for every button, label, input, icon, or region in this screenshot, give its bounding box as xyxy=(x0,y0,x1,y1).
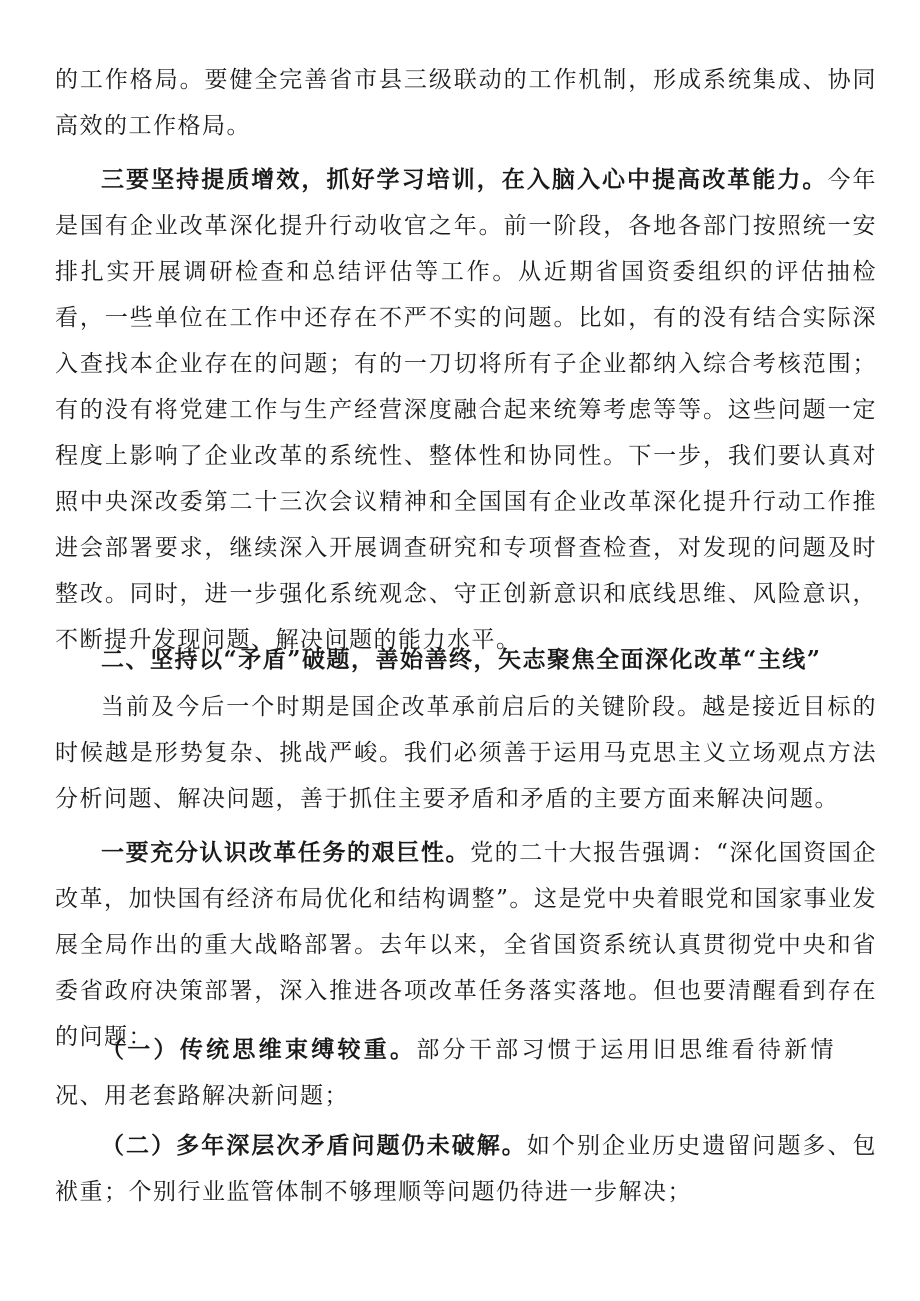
paragraph-point-one xyxy=(55,830,877,1060)
paragraph-item-two xyxy=(55,1123,877,1215)
paragraph-text: 的工作格局。要健全完善省市县三级联动的工作机制，形成系统集成、协同高效的工作格局。 xyxy=(55,67,877,139)
section-heading-two xyxy=(55,637,877,683)
paragraph-text xyxy=(55,830,877,1060)
paragraph-body: 党的二十大报告强调：“深化国资国企改革，加快国有经济布局优化和结构调整”。这是党中央着眼党和国家事业发展全局作出的重大战略部署。去年以来，全省国资系统认真贯彻党中央和省委省政府决策部署，深入推进各项改革任务落实落地。但也要清醒看到存在的问题： xyxy=(55,840,878,1050)
paragraph-point-three xyxy=(55,157,877,663)
paragraph-body: 今年是国有企业改革深化提升行动收官之年。前一阶段，各地各部门按照统一安排扎实开展调研检查和总结评估等工作。从近期省国资委组织的评估抽检看，一些单位在工作中还存在不严不实的问题。比如，有的没有结合实际深入查找本企业存在的问题；有的一刀切将所有子企业都纳入综合考核范围；有的没有将党建工作与生产经营深度融合起来统筹考虑等等。这些问题一定程度上影响了企业改革的系统性、整体性和协同性。下一步，我们要认真对照中央深改委第二十三次会议精神和全国国有企业改革深化提升行动工作推进会部署要求，继续深入开展调查研究和专项督查检查，对发现的问题及时整改。同时，进一步强化系统观念、守正创新意识和底线思维、风险意识，不断提升发现问题、解决问题的能力水平。 xyxy=(55,167,878,653)
paragraph-body: 如个别企业历史遗留问题多、包袱重；个别行业监管体制不够理顺等问题仍待进一步解决； xyxy=(55,1133,878,1205)
section-heading: 二、坚持以“矛盾”破题，善始善终，矢志聚焦全面深化改革“主线” xyxy=(101,646,822,673)
paragraph-lead: 一要充分认识改革任务的艰巨性。 xyxy=(101,839,471,866)
paragraph-lead: 三要坚持提质增效，抓好学习培训，在入脑入心中提高改革能力。 xyxy=(101,166,828,193)
paragraph-lead: （一）传统思维束缚较重。 xyxy=(101,1036,417,1063)
paragraph-continuation xyxy=(55,57,877,149)
paragraph-item-one xyxy=(55,1027,835,1119)
paragraph-body: 部分干部习惯于运用旧思维看待新情况、用老套路解决新问题； xyxy=(55,1037,836,1109)
paragraph-lead: （二）多年深层次矛盾问题仍未破解。 xyxy=(101,1132,527,1159)
paragraph-text xyxy=(55,157,877,663)
paragraph-text: 当前及今后一个时期是国企改革承前启后的关键阶段。越是接近目标的时候越是形势复杂、挑战严峻。我们必须善于运用马克思主义立场观点方法分析问题、解决问题，善于抓住主要矛盾和矛盾的主要方面来解决问题。 xyxy=(55,694,877,812)
paragraph-intro xyxy=(55,684,877,822)
paragraph-text xyxy=(55,1027,835,1119)
paragraph-text xyxy=(55,1123,877,1215)
